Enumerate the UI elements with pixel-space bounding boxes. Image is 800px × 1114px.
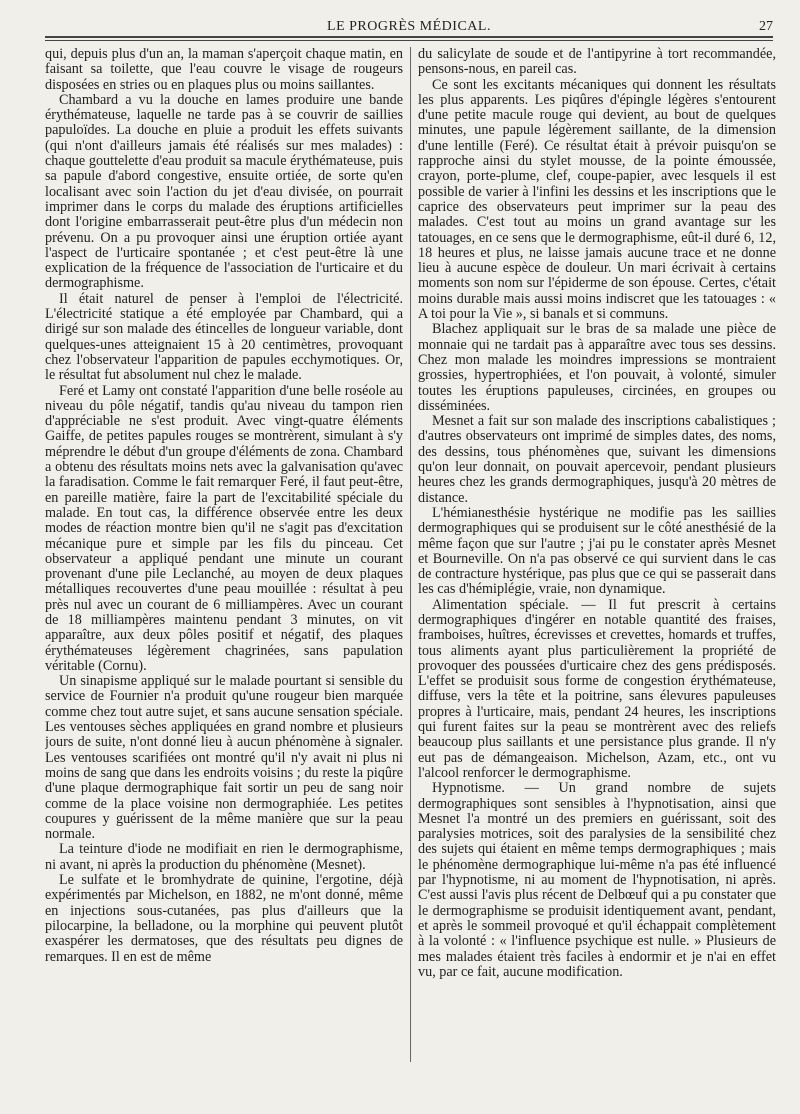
paragraph: Feré et Lamy ont constaté l'apparition d'une belle roséole au niveau du pôle négatif, tandis qu'au niveau du tampon rien d'appréciable ne s'est produit. Avec vingt-quatre éléments Gaiffe, de petites papules rouges se montrèrent, simulant à s'y méprendre le début d'un groupe d'éléments de zona. Chambard a obtenu des résultats moins nets avec la galvanisation qu'avec la faradisation. Comme le fait remarquer Feré, il faut peut-être, en pareille matière, faire la part de l'excitabilité spéciale du malade. En tout cas, la différence observée entre les deux modes de réaction montre bien qu'il ne s'agit pas d'excitation mécanique pure et simple par les fils du pinceau. Cet observateur a appliqué pendant une minute un courant provenant d'une pile Leclanché, au moyen de deux plaques métalliques recouvertes d'une peau mouillée : résultat à peu près nul avec un courant de 6 milliampères. Avec un courant de 18 milliampères maintenu pendant 3 minutes, on vit apparaître, aux deux pôles positif et négatif, des plaques érythémateuses légèrement chagrinées, sans papulation véritable (Cornu). bbox=[45, 382, 403, 674]
journal-title: LE PROGRÈS MÉDICAL. bbox=[327, 19, 491, 34]
paragraph: Alimentation spéciale. — Il fut prescrit à certains dermographiques d'ingérer en notable quantité des fraises, framboises, huîtres, écrevisses et crevettes, homards et truffes, tous aliments ayant plus particulièrement la propriété de provoquer des poussées d'urticaire chez des gens prédisposés. L'effet se produisit sous forme de congestion érythémateuse, diffuse, vers la tête et la poitrine, sans élevures papuleuses propres à l'urticaire, mais, pendant 24 heures, les inscriptions qui furent faites sur la peau se montrèrent avec des reliefs beaucoup plus saillants et une persistance plus grande. Il n'y eut pas de démangeaison. Michelson, Azam, etc., ont vu l'alcool renforcer le dermographisme. bbox=[418, 596, 776, 781]
paragraph: Chambard a vu la douche en lames produire une bande érythémateuse, laquelle ne tarde pas à se couvrir de saillies papuloïdes. La douche en pluie a produit les effets suivants (qui n'ont d'ailleurs jamais été réalisés sur mes malades) : chaque gouttelette d'eau produit sa macule érythémateuse, puis sa papule d'abord congestive, ensuite ortiée, de sorte qu'en localisant avec soin l'action du jet d'eau divisée, on pourrait imprimer dans le corps du malade des éruptions artificielles dont l'origine embarrasserait peut-être plus d'un médecin non prévenu. On a pu provoquer ainsi une éruption ortiée ayant l'aspect de l'urticaire spontanée ; et c'est peut-être là une explication de la fréquence de l'association de l'urticaire et du dermographisme. bbox=[45, 91, 403, 292]
header-rule-thick bbox=[45, 36, 773, 38]
paragraph: qui, depuis plus d'un an, la maman s'aperçoit chaque matin, en faisant sa toilette, que l'eau couvre le visage de rougeurs disposées en stries ou en plaques plus ou moins saillantes. bbox=[45, 47, 403, 93]
paragraph: Blachez appliquait sur le bras de sa malade une pièce de monnaie qui ne tardait pas à apparaître avec tous ses dessins. Chez mon malade les moindres impressions se montraient grossies, hypertrophiées, et l'on pouvait, à volonté, simuler toutes les éruptions papuleuses, circinées, en groupes ou disséminées. bbox=[418, 321, 776, 414]
paragraph: Un sinapisme appliqué sur le malade pourtant si sensible du service de Fournier n'a produit qu'une rougeur bien marquée comme chez tout autre sujet, et sans aucune sensation spéciale. Les ventouses sèches appliquées en grand nombre et plusieurs jours de suite, n'ont donné lieu à aucun phénomène à signaler. Les ventouses scarifiées ont montré qu'il n'y avait ni plus ni moins de sang que dans les endroits voisins ; du reste la piqûre d'une plaque dermographique fait sortir un peu de sang noir comme de la place voisine non dermographiée. Les petites coupures y guérissent de la même manière que sur la peau normale. bbox=[45, 673, 403, 843]
column-divider bbox=[410, 47, 411, 1062]
paragraph: La teinture d'iode ne modifiait en rien le dermographisme, ni avant, ni après la production du phénomène (Mesnet). bbox=[45, 841, 403, 873]
right-column bbox=[418, 47, 776, 1107]
paragraph: Ce sont les excitants mécaniques qui donnent les résultats les plus apparents. Les piqûres d'épingle légères s'entourent d'une petite macule rouge qui devient, au bout de quelques minutes, une papule légèrement saillante, de la dimension d'une lentille (Feré). Ce résultat était à prévoir puisqu'on se rapproche ainsi du stylet mousse, de la pointe émoussée, crayon, porte-plume, clef, coupe-papier, avec lesquels il est possible de varier à l'infini les dessins et les inscriptions que le caprice des observateurs peut imprimer sur la peau des malades. C'est tout au moins un grand avantage sur les tatouages, en ce sens que le dermographisme, eût-il duré 6, 12, 18 heures et plus, ne laisse jamais aucune trace et ne donne lieu à aucune espèce de douleur. Un mari écrivait à certains moments son nom sur l'épiderme de son épouse. Certes, c'était moins durable mais aussi moins indiscret que les tatouages : « A toi pour la Vie », si banals et si communs. bbox=[418, 76, 776, 323]
paragraph: L'hémianesthésie hystérique ne modifie pas les saillies dermographiques qui se produisent sur le côté anesthésié de la même façon que sur l'autre ; j'ai pu le constater après Mesnet et Bourneville. On n'a pas observé ce qui survient dans le cas de contracture hystérique, pas plus que ce qui se passerait dans les cas d'hémiplégie, vraie, non dynamique. bbox=[418, 504, 776, 598]
paragraph: Il était naturel de penser à l'emploi de l'électricité. L'électricité statique a été employée par Chambard, qui a dirigé sur son malade des étincelles de longueur variable, dont quelques-unes atteignaient 15 à 20 centimètres, provoquant chez l'observateur l'apparition de papules ecchymotiques. Or, le résultat fut absolument nul chez le malade. bbox=[45, 290, 403, 384]
paragraph: Le sulfate et le bromhydrate de quinine, l'ergotine, déjà expérimentés par Michelson, en 1882, ne m'ont donné, même en injections sous-cutanées, pas plus d'ailleurs que la pilocarpine, la belladone, ou la morphine qui peuvent plutôt exaspérer les dermatoses, que des résultats peu dignes de remarques. Il en est de même bbox=[45, 872, 403, 965]
left-column bbox=[45, 47, 403, 1107]
paragraph: du salicylate de soude et de l'antipyrine à tort recommandée, pensons-nous, en pareil cas. bbox=[418, 47, 776, 78]
paragraph: Mesnet a fait sur son malade des inscriptions cabalistiques ; d'autres observateurs ont imprimé de simples dates, des noms, des dessins, tous phénomènes que, suivant les dimensions qu'on leur donnait, on pouvait apercevoir, pendant plusieurs heures chez les grands dermographiques, jusqu'à 20 mètres de distance. bbox=[418, 413, 776, 506]
page-number: 27 bbox=[759, 19, 773, 34]
paragraph: Hypnotisme. — Un grand nombre de sujets dermographiques sont sensibles à l'hypnotisation, ainsi que Mesnet l'a montré un des premiers en guérissant, soit des paralysies motrices, soit des paralysies de la sensibilité chez des sujets qui étaient en même temps dermographiques ; mais le phénomène dermographique lui-même n'a pas été influencé par l'hypnotisme, ni au moment de l'hypnotisation, ni après. C'est aussi l'avis plus récent de Delbœuf qui a pu constater que le dermographisme se produisit identiquement avant, pendant, et après le sommeil provoqué et qu'il échappait complètement à la volonté : « l'influence psychique est nulle. » Plusieurs de mes malades étaient très faciles à endormir et je n'ai en effet vu, par ce fait, aucune modification. bbox=[418, 780, 776, 980]
header-rule-thin bbox=[45, 40, 773, 41]
